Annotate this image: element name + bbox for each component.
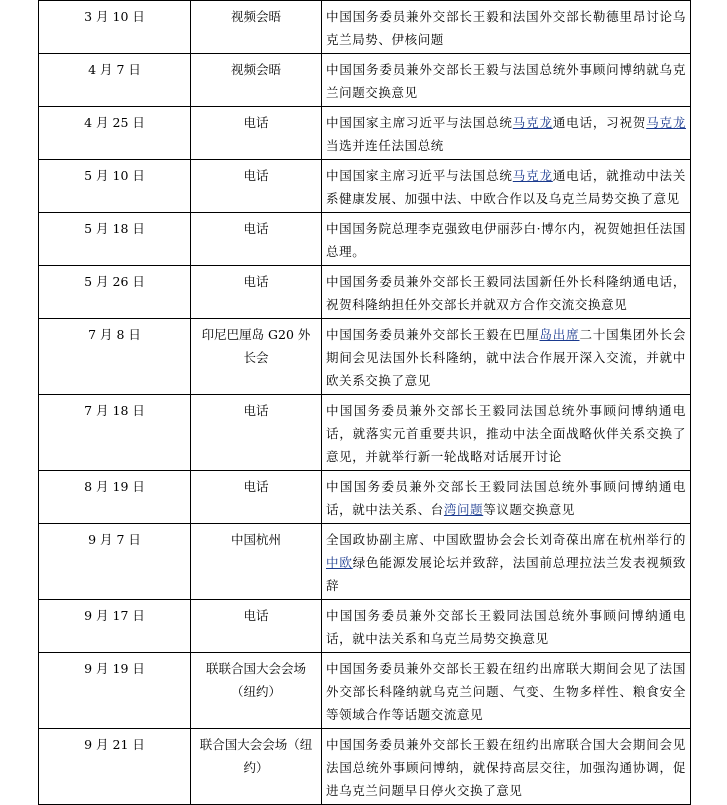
description-text: 全国政协副主席、中国欧盟协会会长刘奇葆出席在杭州举行的 — [326, 532, 686, 547]
description-cell: 中国国务委员兼外交部长王毅同法国新任外长科隆纳通电话，祝贺科隆纳担任外交部长并就双方合作交流交换意见 — [322, 266, 691, 319]
table-row — [39, 524, 691, 600]
location-cell: 视频会晤 — [191, 54, 322, 107]
date-cell: 4 月 25 日 — [39, 107, 191, 160]
location-cell: 视频会晤 — [191, 1, 322, 54]
description-cell — [322, 471, 691, 524]
description-text: 二十国集团外长会期间会见法国外长科隆纳，就中法合作展开深入交流，并就中欧关系交换了意见 — [326, 327, 686, 388]
description-cell: 中国国务委员兼外交部长王毅与法国总统外事顾问博纳就乌克兰问题交换意见 — [322, 54, 691, 107]
date-cell: 8 月 19 日 — [39, 471, 191, 524]
events-table-wrapper — [38, 0, 690, 805]
table-row — [39, 395, 691, 471]
table-row — [39, 160, 691, 213]
date-cell: 3 月 10 日 — [39, 1, 191, 54]
table-row — [39, 107, 691, 160]
description-text: 中国国家主席习近平与法国总统 — [326, 115, 513, 130]
location-cell: 电话 — [191, 395, 322, 471]
table-row — [39, 471, 691, 524]
description-cell — [322, 160, 691, 213]
table-row — [39, 653, 691, 729]
linked-term-china-eu[interactable]: 中欧 — [326, 555, 353, 570]
location-cell: 联合国大会会场（纽约） — [191, 729, 322, 805]
description-text: 当选并连任法国总统 — [326, 138, 444, 153]
description-cell: 中国国务院总理李克强致电伊丽莎白·博尔内，祝贺她担任法国总理。 — [322, 213, 691, 266]
location-cell: 联联合国大会会场（纽约） — [191, 653, 322, 729]
location-cell: 电话 — [191, 471, 322, 524]
linked-name-macron[interactable]: 马克龙 — [512, 115, 553, 130]
description-text: 通电话，习祝贺 — [552, 115, 647, 130]
date-cell: 5 月 10 日 — [39, 160, 191, 213]
description-cell — [322, 524, 691, 600]
location-cell: 印尼巴厘岛 G20 外长会 — [191, 319, 322, 395]
location-cell: 电话 — [191, 107, 322, 160]
date-cell: 7 月 8 日 — [39, 319, 191, 395]
date-cell: 9 月 7 日 — [39, 524, 191, 600]
description-cell: 中国国务委员兼外交部长王毅同法国总统外事顾问博纳通电话，就中法关系和乌克兰局势交换意见 — [322, 600, 691, 653]
date-cell: 5 月 26 日 — [39, 266, 191, 319]
description-cell: 中国国务委员兼外交部长王毅在纽约出席联大期间会见了法国外交部长科隆纳就乌克兰问题、气变、生物多样性、粮食安全等领域合作等话题交流意见 — [322, 653, 691, 729]
table-row — [39, 54, 691, 107]
linked-term-attend[interactable]: 岛出席 — [539, 327, 580, 342]
table-row — [39, 1, 691, 54]
description-cell: 中国国务委员兼外交部长王毅在纽约出席联合国大会期间会见法国总统外事顾问博纳，就保持高层交往，加强沟通协调，促进乌克兰问题早日停火交换了意见 — [322, 729, 691, 805]
linked-term-taiwan-issue[interactable]: 湾问题 — [443, 502, 484, 517]
linked-name-macron[interactable]: 马克龙 — [646, 115, 686, 130]
date-cell: 4 月 7 日 — [39, 54, 191, 107]
linked-name-macron[interactable]: 马克龙 — [512, 168, 553, 183]
description-text: 中国国务委员兼外交部长王毅同法国总统外事顾问博纳通电话，就中法关系、台 — [326, 479, 686, 517]
table-row — [39, 600, 691, 653]
description-text: 绿色能源发展论坛并致辞，法国前总理拉法兰发表视频致辞 — [326, 555, 686, 593]
date-cell: 9 月 21 日 — [39, 729, 191, 805]
description-text: 通电话，就推动中法关系健康发展、加强中法、中欧合作以及乌克兰局势交换了意见 — [326, 168, 686, 206]
description-cell — [322, 319, 691, 395]
table-row — [39, 729, 691, 805]
location-cell: 电话 — [191, 213, 322, 266]
location-cell: 电话 — [191, 600, 322, 653]
description-cell: 中国国务委员兼外交部长王毅和法国外交部长勒德里昂讨论乌克兰局势、伊核问题 — [322, 1, 691, 54]
date-cell: 5 月 18 日 — [39, 213, 191, 266]
location-cell: 中国杭州 — [191, 524, 322, 600]
location-cell: 电话 — [191, 266, 322, 319]
date-cell: 9 月 19 日 — [39, 653, 191, 729]
description-text: 中国国务委员兼外交部长王毅在巴厘 — [326, 327, 540, 342]
date-cell: 9 月 17 日 — [39, 600, 191, 653]
events-table — [38, 0, 691, 805]
description-cell — [322, 107, 691, 160]
table-row — [39, 266, 691, 319]
date-cell: 7 月 18 日 — [39, 395, 191, 471]
table-row — [39, 319, 691, 395]
description-text: 中国国家主席习近平与法国总统 — [326, 168, 513, 183]
description-text: 等议题交换意见 — [483, 502, 575, 517]
table-row — [39, 213, 691, 266]
location-cell: 电话 — [191, 160, 322, 213]
description-cell: 中国国务委员兼外交部长王毅同法国总统外事顾问博纳通电话，就落实元首重要共识，推动中法全面战略伙伴关系交换了意见，并就举行新一轮战略对话展开讨论 — [322, 395, 691, 471]
